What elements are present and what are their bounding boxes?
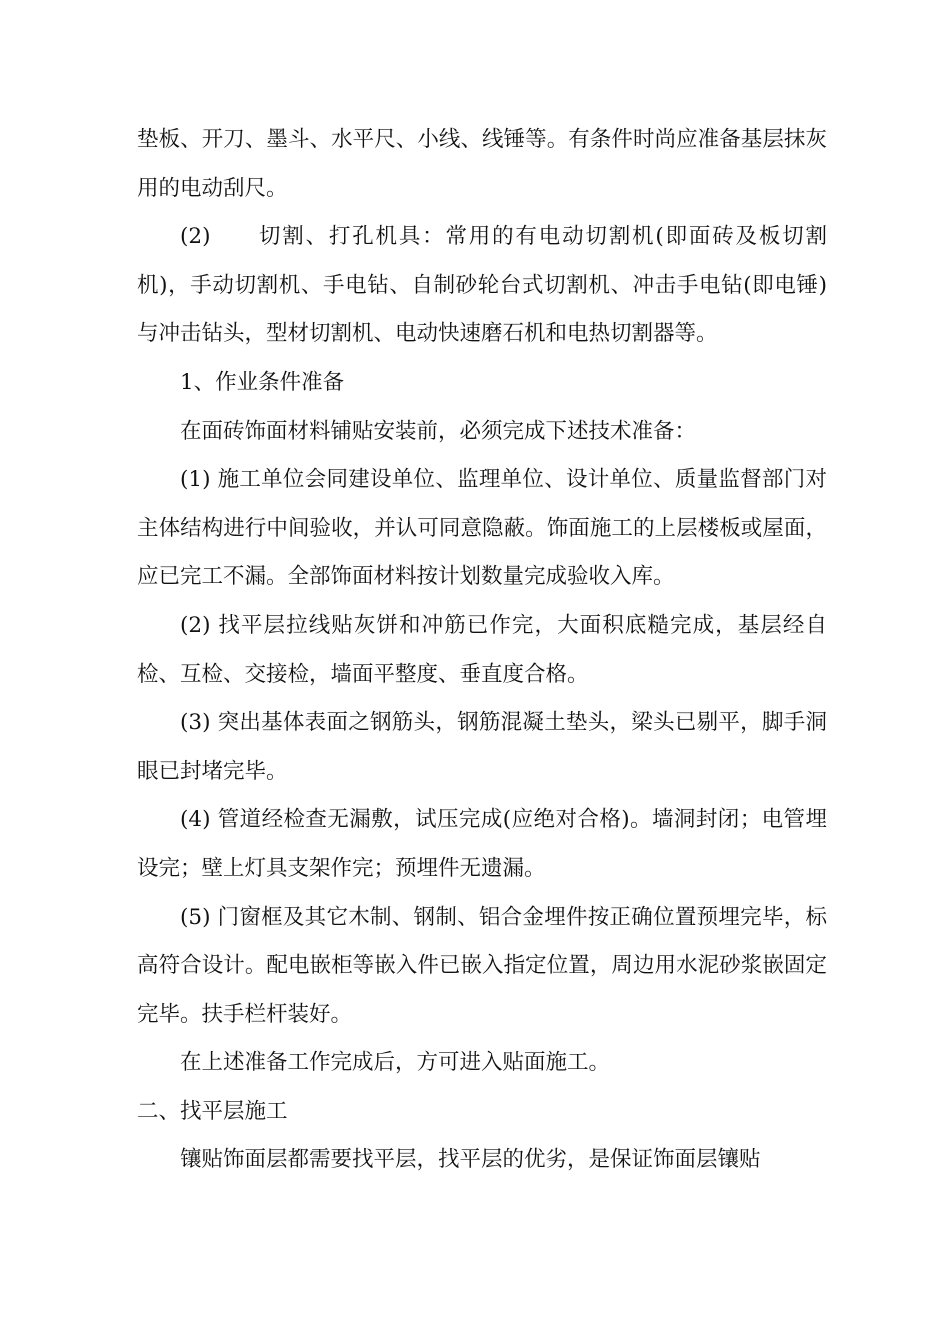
paragraph-leveling-layer: 镶贴饰面层都需要找平层，找平层的优劣，是保证饰面层镶贴: [180, 1147, 761, 1173]
list-item-2: (2) 找平层拉线贴灰饼和冲筋已作完，大面积底糙完成，基层经自检、互检、交接检，墙面平整度、垂直度合格。: [137, 612, 827, 687]
section-heading-leveling-layer: 二、找平层施工: [137, 1098, 288, 1124]
document-body: [137, 116, 827, 1185]
paragraph-cutting-tools: (2) 切割、打孔机具：常用的有电动切割机(即面砖及板切割机)，手动切割机、手电钻、自制砂轮台式切割机、冲击手电钻(即电锤)与冲击钻头，型材切割机、电动快速磨石机和电热切割器等。: [137, 224, 827, 347]
paragraph-technical-preparation: 在面砖饰面材料铺贴安装前，必须完成下述技术准备：: [180, 418, 697, 444]
paragraph-after-preparation: 在上述准备工作完成后，方可进入贴面施工。: [180, 1050, 611, 1076]
list-item-4: (4) 管道经检查无漏敷，试压完成(应绝对合格)。墙洞封闭；电管埋设完；壁上灯具支架作完；预埋件无遗漏。: [137, 807, 827, 881]
list-item-5: (5) 门窗框及其它木制、钢制、铝合金埋件按正确位置预埋完毕，标高符合设计。配电嵌柜等嵌入件已嵌入指定位置，周边用水泥砂浆嵌固定完毕。扶手栏杆装好。: [137, 904, 827, 1027]
section-heading-work-conditions: 1、作业条件准备: [180, 369, 345, 395]
list-item-3: (3) 突出基体表面之钢筋头，钢筋混凝土垫头，梁头已剔平，脚手洞眼已封堵完毕。: [137, 710, 827, 784]
list-item-1: (1) 施工单位会同建设单位、监理单位、设计单位、质量监督部门对主体结构进行中间验收，并认可同意隐蔽。饰面施工的上层楼板或屋面，应已完工不漏。全部饰面材料按计划数量完成验收入库。: [137, 467, 827, 590]
paragraph-tools-list: 垫板、开刀、墨斗、水平尺、小线、线锤等。有条件时尚应准备基层抹灰用的电动刮尺。: [137, 127, 827, 201]
